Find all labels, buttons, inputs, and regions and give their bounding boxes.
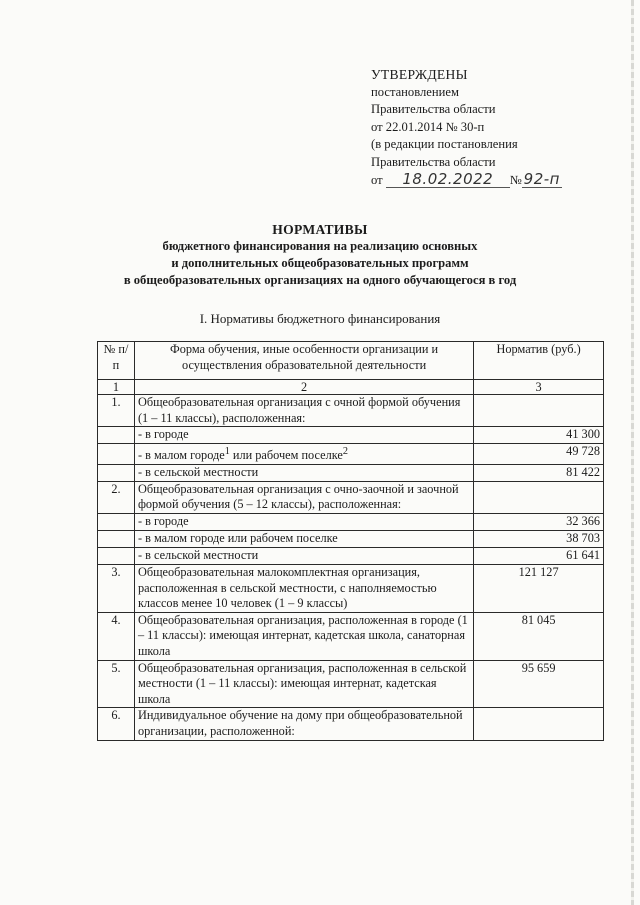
approval-line-1: постановлением	[371, 84, 459, 99]
row-num	[98, 548, 135, 565]
document-heading	[90, 221, 550, 289]
row-text: Общеобразовательная организация, расположенная в сельской местности (1 – 11 классы): имеющая интернат, кадетская школа	[134, 660, 473, 708]
index-col-1: 1	[98, 380, 135, 395]
row-text-part-2: или рабочем поселке	[229, 448, 343, 463]
row-text: Общеобразовательная организация с очно-заочной и заочной формой обучения (5 – 12 классы), расположенная:	[134, 481, 473, 513]
table-row	[98, 444, 604, 465]
handwritten-date: 18.02.2022	[386, 172, 510, 188]
footnote-1-marker: 1	[224, 446, 230, 458]
approval-stamp-block	[371, 66, 621, 189]
row-num	[98, 531, 135, 548]
table-row	[98, 395, 604, 427]
approval-line-amendment	[371, 169, 621, 190]
heading-line-2: и дополнительных общеобразовательных программ	[171, 256, 469, 270]
number-sign: №	[509, 172, 522, 187]
row-text: - в малом городе или рабочем поселке	[134, 531, 473, 548]
row-text: - в городе	[134, 427, 473, 444]
row-value: 81 422	[474, 464, 604, 481]
row-num	[98, 464, 135, 481]
row-value: 81 045	[474, 612, 604, 660]
row-num: 6.	[98, 708, 135, 740]
row-text-part-1: - в малом городе	[137, 448, 225, 463]
section-title: I. Нормативы бюджетного финансирования	[199, 311, 441, 326]
index-col-2: 2	[134, 380, 473, 395]
scan-edge	[631, 0, 634, 905]
header-num: № п/п	[98, 342, 135, 380]
heading-line-3: в общеобразовательных организациях на одного обучающегося в год	[123, 273, 517, 287]
row-text: - в городе	[134, 514, 473, 531]
row-value	[474, 395, 604, 427]
row-num: 3.	[98, 565, 135, 613]
row-text: Общеобразовательная малокомплектная организация, расположенная в сельской местности, с наполняемостью классов менее 10 человек (1 – 9 классы)	[134, 565, 473, 613]
approval-title: УТВЕРЖДЕНЫ	[371, 67, 468, 82]
row-num: 2.	[98, 481, 135, 513]
row-num: 4.	[98, 612, 135, 660]
handwritten-number: 92-п	[523, 169, 560, 188]
header-form: Форма обучения, иные особенности организации и осуществления образовательной деятельности	[134, 342, 473, 380]
row-value	[474, 481, 604, 513]
index-col-3: 3	[474, 380, 604, 395]
table-row	[98, 612, 604, 660]
row-text: Индивидуальное обучение на дому при общеобразовательной организации, расположенной:	[134, 708, 473, 740]
approval-line-5: Правительства области	[371, 154, 496, 169]
row-text: - в сельской местности	[134, 548, 473, 565]
approval-line-3: от 22.01.2014 № 30-п	[371, 119, 485, 134]
row-text	[134, 444, 473, 465]
row-num	[98, 514, 135, 531]
row-num	[98, 444, 135, 465]
row-value: 61 641	[474, 548, 604, 565]
norms-table	[97, 341, 604, 741]
table-row	[98, 531, 604, 548]
table-header-row	[98, 342, 604, 380]
table-row	[98, 708, 604, 740]
row-text: - в сельской местности	[134, 464, 473, 481]
row-value: 121 127	[474, 565, 604, 613]
approval-line-2: Правительства области	[371, 102, 496, 117]
table-row	[98, 464, 604, 481]
row-value: 32 366	[474, 514, 604, 531]
table-row	[98, 660, 604, 708]
approval-from-prefix: от	[371, 172, 383, 187]
approval-line-4: (в редакции постановления	[371, 137, 518, 152]
heading-line-1: бюджетного финансирования на реализацию основных	[162, 239, 478, 253]
row-text: Общеобразовательная организация с очной формой обучения (1 – 11 классы), расположенная:	[134, 395, 473, 427]
row-num: 1.	[98, 395, 135, 427]
table-row	[98, 565, 604, 613]
row-num	[98, 427, 135, 444]
row-value: 38 703	[474, 531, 604, 548]
row-value: 49 728	[474, 444, 604, 465]
table-row	[98, 548, 604, 565]
row-text: Общеобразовательная организация, расположенная в городе (1 – 11 классы): имеющая интернат, кадетская школа, санаторная школа	[134, 612, 473, 660]
table-index-row	[98, 380, 604, 395]
table-row	[98, 481, 604, 513]
table-row	[98, 427, 604, 444]
heading-title: НОРМАТИВЫ	[272, 222, 368, 237]
row-value: 95 659	[474, 660, 604, 708]
footnote-2-marker: 2	[342, 446, 348, 458]
header-norm: Норматив (руб.)	[474, 342, 604, 380]
row-num: 5.	[98, 660, 135, 708]
table-row	[98, 514, 604, 531]
row-value	[474, 708, 604, 740]
row-value: 41 300	[474, 427, 604, 444]
